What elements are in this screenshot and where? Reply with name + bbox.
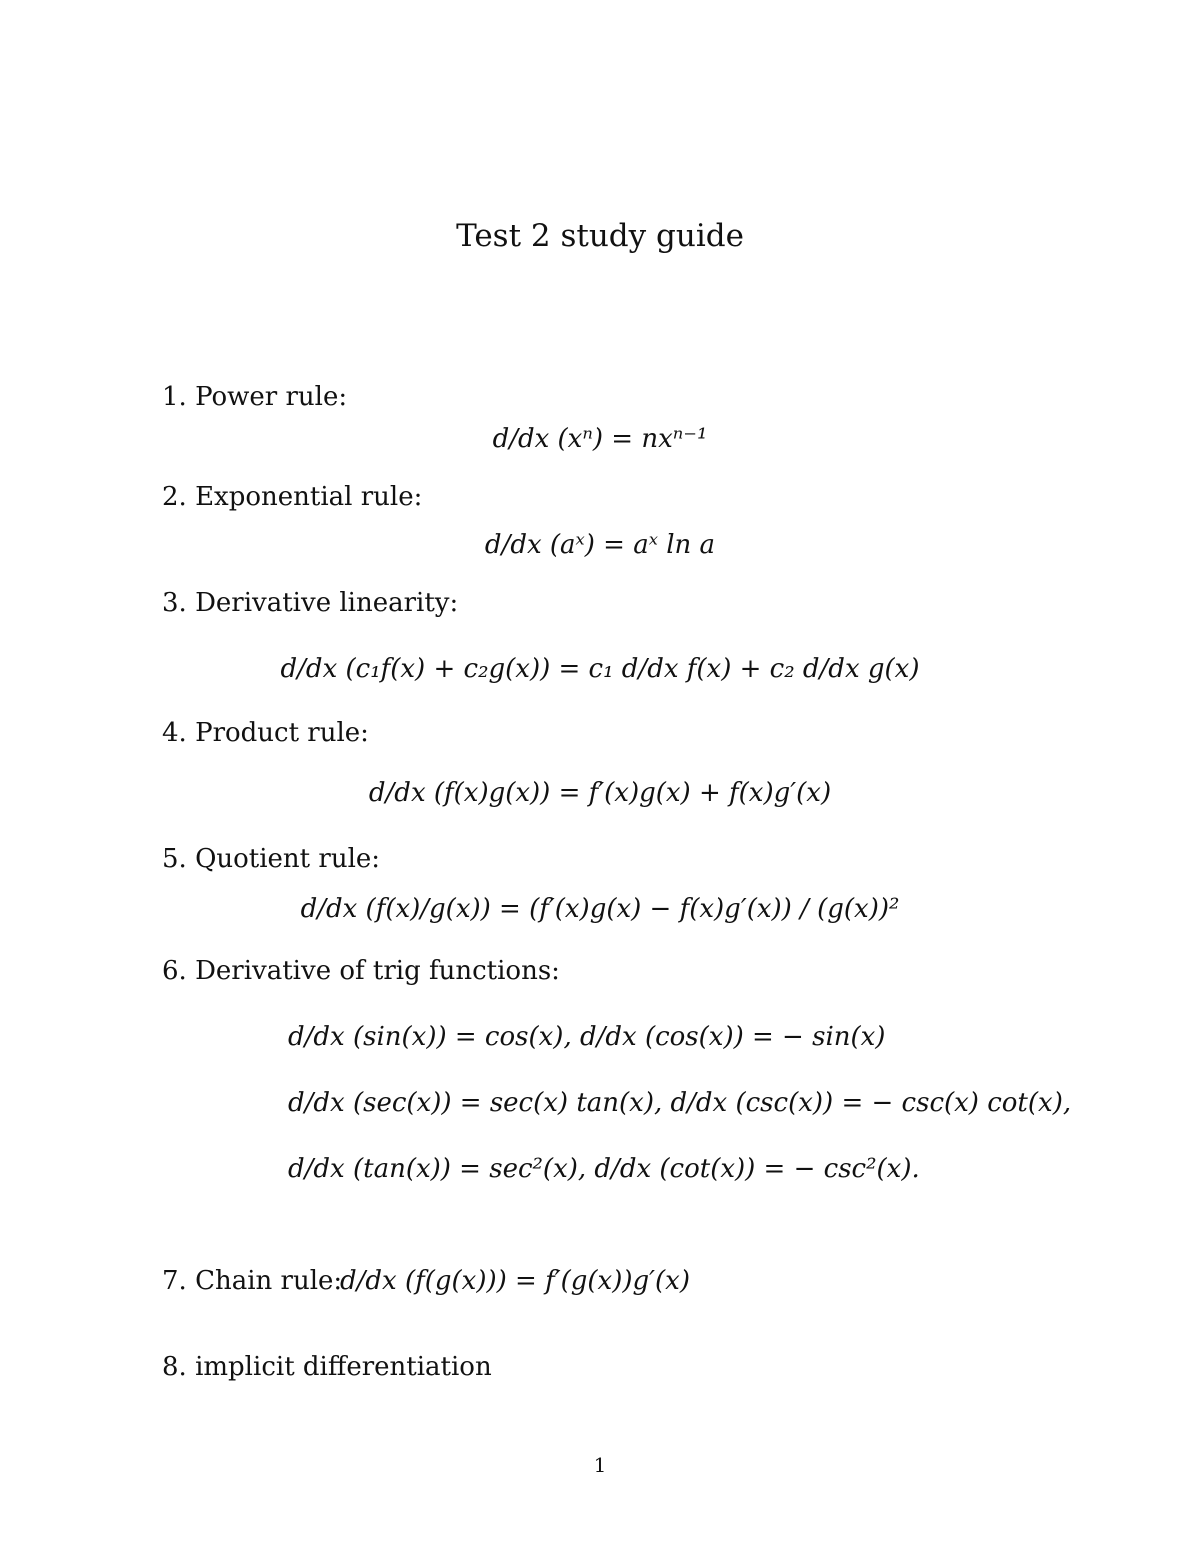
item-7-label: 7. Chain rule: [162,1266,343,1296]
product-rule-equation: d/dx (f(x)g(x)) = f′(x)g(x) + f(x)g′(x) [368,778,832,808]
linearity-equation: d/dx (c₁f(x) + c₂g(x)) = c₁ d/dx f(x) + c₂ d/dx g(x) [280,654,920,684]
trig-equation-2: d/dx (sec(x)) = sec(x) tan(x), d/dx (csc(x)) = − csc(x) cot(x), [288,1088,1072,1118]
item-5-label: 5. Quotient rule: [162,844,381,874]
item-2-label: 2. Exponential rule: [162,482,423,512]
item-4-label: 4. Product rule: [162,718,369,748]
item-3-label: 3. Derivative linearity: [162,588,459,618]
trig-equation-3: d/dx (tan(x)) = sec²(x), d/dx (cot(x)) = − csc²(x). [288,1154,920,1184]
item-1-label: 1. Power rule: [162,382,348,412]
item-6-label: 6. Derivative of trig functions: [162,956,560,986]
page-title: Test 2 study guide [456,218,744,254]
trig-equation-1: d/dx (sin(x)) = cos(x), d/dx (cos(x)) = − sin(x) [288,1022,886,1052]
page-number: 1 [593,1453,607,1477]
chain-rule-equation: d/dx (f(g(x))) = f′(g(x))g′(x) [340,1266,690,1296]
power-rule-equation: d/dx (xⁿ) = nxⁿ⁻¹ [492,424,708,454]
item-8-label: 8. implicit differentiation [162,1352,492,1382]
quotient-rule-equation: d/dx (f(x)/g(x)) = (f′(x)g(x) − f(x)g′(x)) / (g(x))² [300,894,900,924]
exponential-rule-equation: d/dx (aˣ) = aˣ ln a [484,530,716,560]
